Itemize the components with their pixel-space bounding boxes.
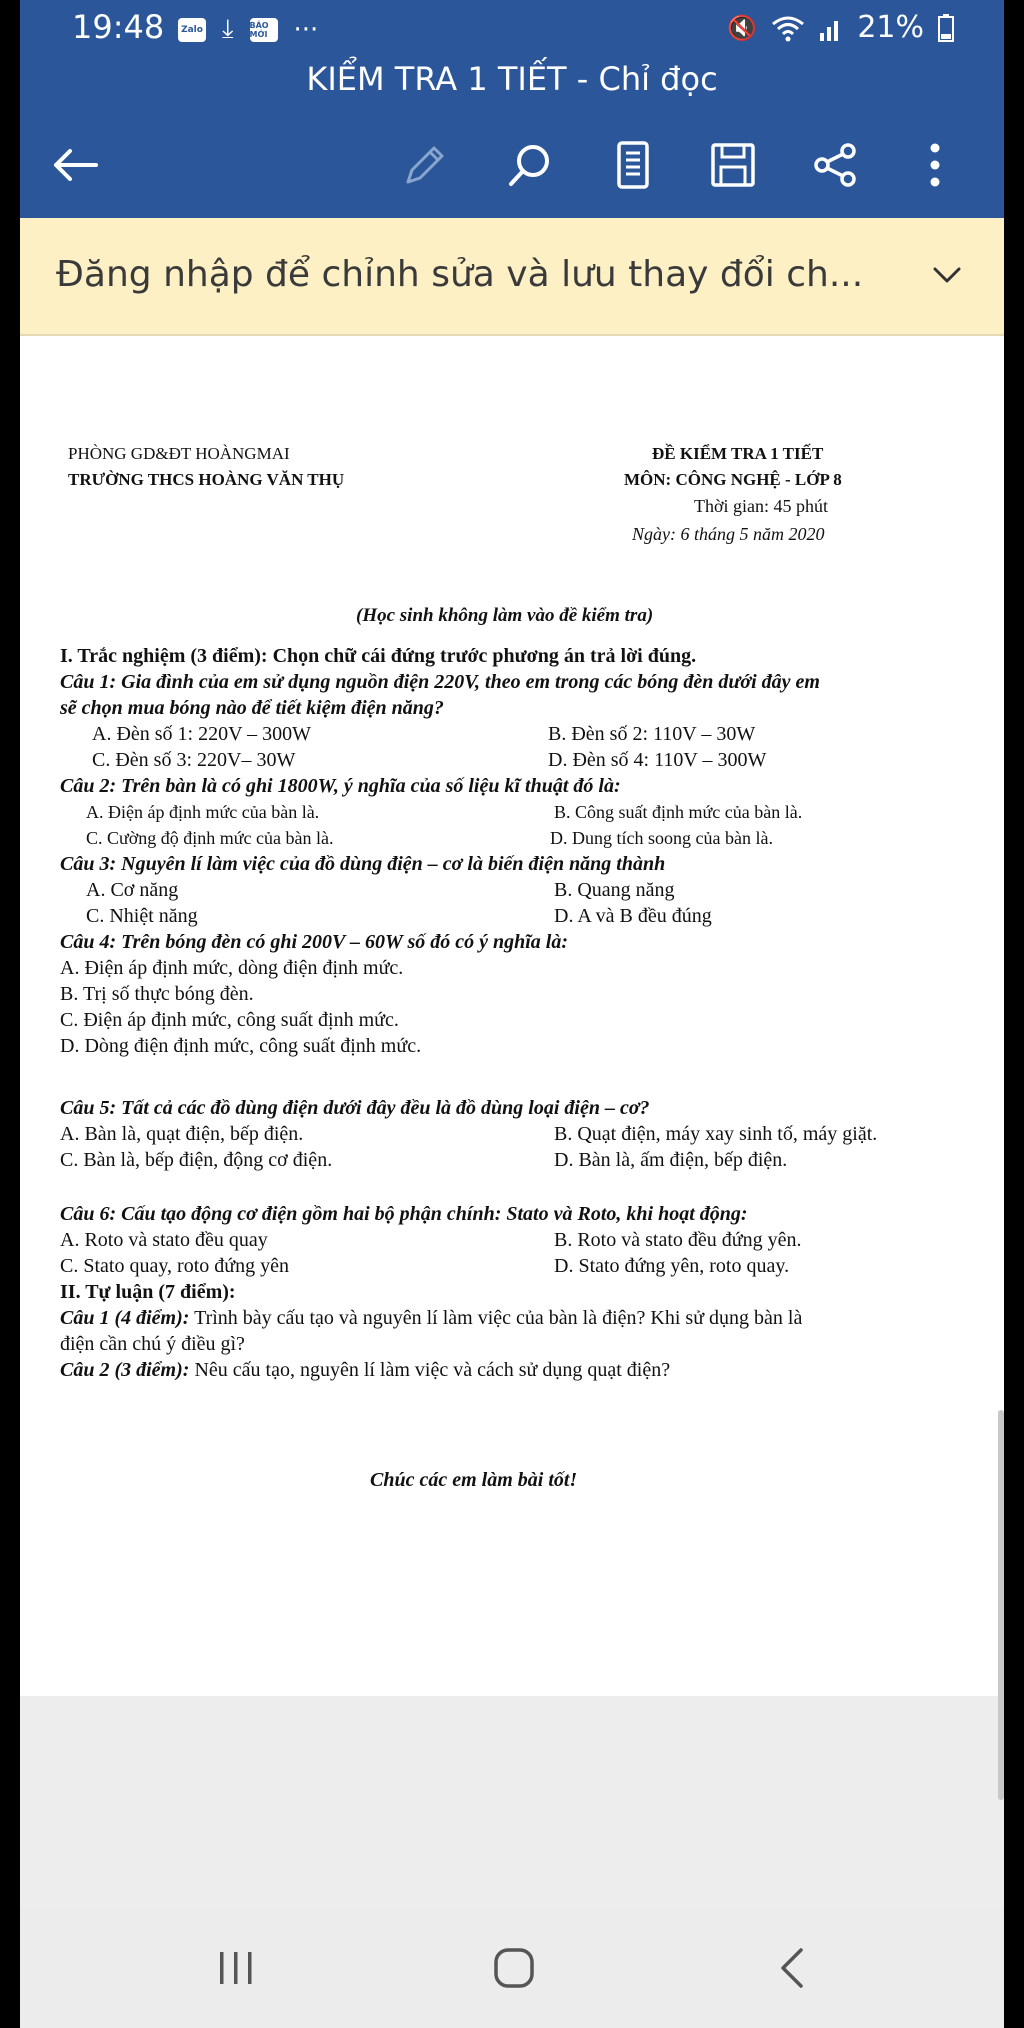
q2-option-a: A. Điện áp định mức của bàn là.: [86, 802, 320, 822]
q2-option-d: D. Dung tích soong của bàn là.: [550, 828, 773, 848]
q3-option-b: B. Quang năng: [554, 879, 675, 901]
save-button[interactable]: [708, 140, 758, 190]
essay-2-label: Câu 2 (3 điểm):: [60, 1359, 190, 1381]
section-2-heading: II. Tự luận (7 điểm):: [60, 1281, 236, 1303]
question-1-cont: sẽ chọn mua bóng nào để tiết kiệm điện năng?: [60, 697, 444, 719]
reading-view-button[interactable]: [608, 140, 658, 190]
question-6: Câu 6: Cấu tạo động cơ điện gồm hai bộ phận chính: Stato và Roto, khi hoạt động:: [60, 1203, 748, 1225]
school-name: TRƯỜNG THCS HOÀNG VĂN THỤ: [68, 470, 345, 489]
question-4: Câu 4: Trên bóng đèn có ghi 200V – 60W số đó có ý nghĩa là:: [60, 931, 569, 953]
closing-message: Chúc các em làm bài tốt!: [370, 1469, 578, 1491]
search-icon: [507, 142, 553, 188]
q6-option-a: A. Roto và stato đều quay: [60, 1229, 268, 1251]
test-date: Ngày: 6 tháng 5 năm 2020: [632, 524, 825, 544]
q4-option-a: A. Điện áp định mức, dòng điện định mức.: [60, 957, 404, 979]
q5-option-b: B. Quạt điện, máy xay sinh tố, máy giặt.: [554, 1123, 878, 1145]
recent-apps-icon: [216, 1950, 256, 1986]
edit-button[interactable]: [400, 140, 450, 190]
q1-option-d: D. Đèn số 4: 110V – 300W: [548, 749, 767, 771]
back-nav-button[interactable]: [762, 1938, 822, 1998]
q1-option-b: B. Đèn số 2: 110V – 30W: [548, 723, 756, 745]
banner-text: Đăng nhập để chỉnh sửa và lưu thay đổi ch...: [56, 254, 864, 295]
pencil-icon: [402, 142, 448, 188]
essay-question-1-cont: điện cần chú ý điều gì?: [60, 1333, 245, 1355]
q3-option-c: C. Nhiệt năng: [86, 905, 198, 927]
question-5: Câu 5: Tất cả các đồ dùng điện dưới đây đều là đồ dùng loại điện – cơ?: [60, 1097, 650, 1119]
q5-option-c: C. Bàn là, bếp điện, động cơ điện.: [60, 1149, 333, 1171]
system-nav-bar: [20, 1908, 1004, 2028]
q3-option-a: A. Cơ năng: [86, 879, 179, 901]
back-nav-icon: [777, 1946, 807, 1990]
q4-option-d: D. Dòng điện định mức, công suất định mức.: [60, 1035, 422, 1057]
battery-level: 21%: [857, 10, 924, 45]
test-subject: MÔN: CÔNG NGHỆ - LỚP 8: [624, 470, 842, 489]
share-icon: [812, 142, 858, 188]
q5-option-a: A. Bàn là, quạt điện, bếp điện.: [60, 1123, 304, 1145]
q4-option-c: C. Điện áp định mức, công suất định mức.: [60, 1009, 399, 1031]
toolbar: [20, 130, 1004, 200]
essay-2-text: Nêu cấu tạo, nguyên lí làm việc và cách sử dụng quạt điện?: [189, 1359, 671, 1381]
q6-option-d: D. Stato đứng yên, roto quay.: [554, 1255, 790, 1277]
app-bar: [20, 0, 1004, 218]
home-icon: [492, 1946, 536, 1990]
q1-option-c: C. Đèn số 3: 220V– 30W: [92, 749, 296, 771]
question-1: Câu 1: Gia đình của em sử dụng nguồn điện 220V, theo em trong các bóng đèn dưới đây em: [60, 671, 820, 693]
chevron-down-icon[interactable]: [930, 258, 964, 292]
question-3: Câu 3: Nguyên lí làm việc của đồ dùng điện – cơ là biến điện năng thành: [60, 853, 666, 875]
save-icon: [710, 142, 756, 188]
download-icon: ⤓: [222, 14, 234, 44]
instruction-note: (Học sinh không làm vào đề kiểm tra): [356, 605, 654, 626]
share-button[interactable]: [810, 140, 860, 190]
scrollbar[interactable]: [998, 1410, 1004, 1800]
signal-icon: [819, 15, 843, 41]
q6-option-b: B. Roto và stato đều đứng yên.: [554, 1229, 802, 1251]
app-screen: [20, 0, 1004, 2028]
q6-option-c: C. Stato quay, roto đứng yên: [60, 1255, 289, 1277]
more-notifications-icon: ···: [293, 14, 319, 45]
search-button[interactable]: [505, 140, 555, 190]
q3-option-d: D. A và B đều đúng: [554, 905, 712, 927]
mobile-view-icon: [616, 141, 650, 189]
q5-option-d: D. Bàn là, ấm điện, bếp điện.: [554, 1149, 788, 1171]
mute-icon: 🔇: [727, 13, 758, 42]
zalo-icon: Zalo: [178, 18, 206, 42]
essay-1-label: Câu 1 (4 điểm):: [60, 1307, 190, 1329]
status-time: 19:48: [72, 8, 165, 46]
school-department: PHÒNG GD&ĐT HOÀNGMAI: [68, 444, 290, 463]
q1-option-a: A. Đèn số 1: 220V – 300W: [92, 723, 312, 745]
essay-question-2: [60, 1358, 670, 1382]
test-duration: Thời gian: 45 phút: [694, 496, 829, 516]
document-page: [20, 336, 1004, 1696]
essay-question-1: [60, 1306, 802, 1330]
recent-apps-button[interactable]: [206, 1938, 266, 1998]
section-1-heading: I. Trắc nghiệm (3 điểm): Chọn chữ cái đứng trước phương án trả lời đúng.: [60, 645, 697, 667]
more-options-button[interactable]: [910, 140, 960, 190]
back-button[interactable]: [50, 140, 100, 190]
q2-option-c: C. Cường độ định mức của bàn là.: [86, 828, 334, 848]
wifi-icon: [771, 14, 805, 42]
arrow-left-icon: [52, 148, 98, 182]
q2-option-b: B. Công suất định mức của bàn là.: [554, 802, 803, 822]
more-vertical-icon: [929, 142, 941, 188]
test-heading: ĐỀ KIỂM TRA 1 TIẾT: [652, 444, 824, 463]
battery-icon: [938, 14, 954, 42]
document-title: KIỂM TRA 1 TIẾT - Chỉ đọc: [306, 60, 718, 98]
status-bar: [20, 0, 1004, 60]
baomoi-icon: BÁO MỚI: [250, 18, 278, 42]
question-2: Câu 2: Trên bàn là có ghi 1800W, ý nghĩa của số liệu kĩ thuật đó là:: [60, 775, 621, 797]
q4-option-b: B. Trị số thực bóng đèn.: [60, 983, 254, 1005]
sign-in-banner[interactable]: [20, 218, 1004, 336]
home-button[interactable]: [484, 1938, 544, 1998]
essay-1-text: Trình bày cấu tạo và nguyên lí làm việc của bàn là điện? Khi sử dụng bàn là: [189, 1307, 803, 1329]
